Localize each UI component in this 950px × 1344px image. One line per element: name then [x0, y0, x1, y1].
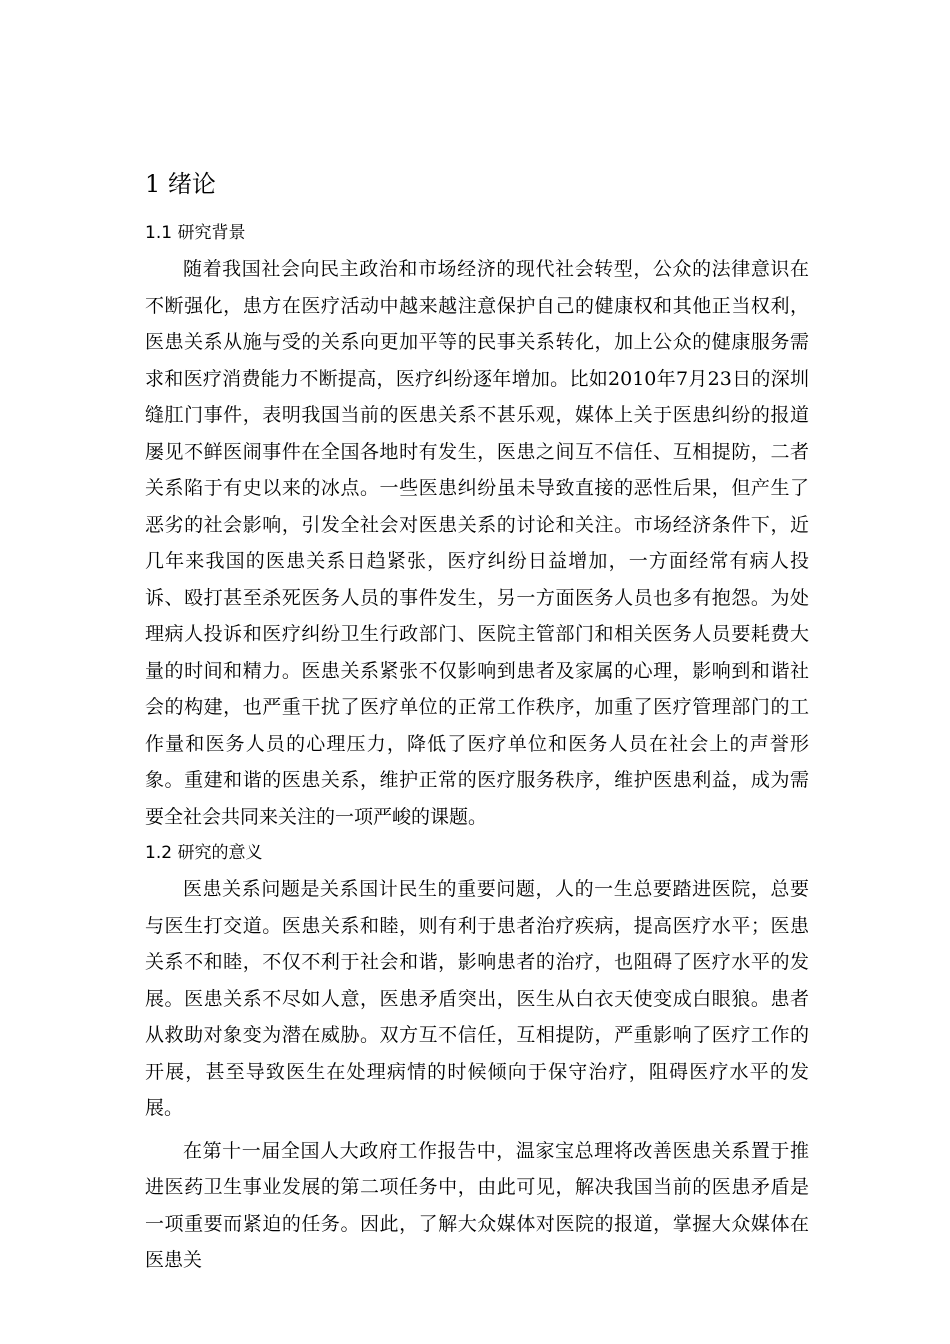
- paragraph-significance-2: 在第十一届全国人大政府工作报告中，温家宝总理将改善医患关系置于推进医药卫生事业发展的第二项任务中，由此可见，解决我国当前的医患矛盾是一项重要而紧迫的任务。因此，了解大众媒体对医院的报道，掌握大众媒体在医患关: [145, 1139, 809, 1271]
- section-heading-background: 1.1 研究背景: [145, 223, 246, 243]
- paragraph-significance-1: 医患关系问题是关系国计民生的重要问题，人的一生总要踏进医院，总要与医生打交道。医患关系和睦，则有利于患者治疗疾病，提高医疗水平；医患关系不和睦，不仅不利于社会和谐，影响患者的治疗，也阻碍了医疗水平的发展。医患关系不尽如人意，医患矛盾突出，医生从白衣天使变成白眼狼。患者从救助对象变为潜在威胁。双方互不信任，互相提防，严重影响了医疗工作的开展，甚至导致医生在处理病情的时候倾向于保守治疗，阻碍医疗水平的发展。: [145, 878, 809, 1119]
- document-body: [145, 168, 809, 1279]
- chapter-title: [145, 168, 809, 200]
- paragraph-background: 随着我国社会向民主政治和市场经济的现代社会转型，公众的法律意识在不断强化，患方在医疗活动中越来越注意保护自己的健康权和其他正当权利，医患关系从施与受的关系向更加平等的民事关系转化，加上公众的健康服务需求和医疗消费能力不断提高，医疗纠纷逐年增加。比如2010年7月23日的深圳缝肛门事件，表明我国当前的医患关系不甚乐观，媒体上关于医患纠纷的报道屡见不鲜医闹事件在全国各地时有发生，医患之间互不信任、互相提防，二者关系陷于有史以来的冰点。一些医患纠纷虽未导致直接的恶性后果，但产生了恶劣的社会影响，引发全社会对医患关系的讨论和关注。市场经济条件下，近几年来我国的医患关系日趋紧张，医疗纠纷日益增加，一方面经常有病人投诉、殴打甚至杀死医务人员的事件发生，另一方面医务人员也多有抱怨。为处理病人投诉和医疗纠纷卫生行政部门、医院主管部门和相关医务人员要耗费大量的时间和精力。医患关系紧张不仅影响到患者及家属的心理，影响到和谐社会的构建，也严重干扰了医疗单位的正常工作秩序，加重了医疗管理部门的工作量和医务人员的心理压力，降低了医疗单位和医务人员在社会上的声誉形象。重建和谐的医患关系，维护正常的医疗服务秩序，维护医患利益，成为需要全社会共同来关注的一项严峻的课题。: [145, 258, 809, 828]
- section-heading-significance: 1.2 研究的意义: [145, 843, 263, 863]
- chapter-title-text: 绪论: [167, 170, 216, 198]
- chapter-number: 1: [145, 170, 161, 198]
